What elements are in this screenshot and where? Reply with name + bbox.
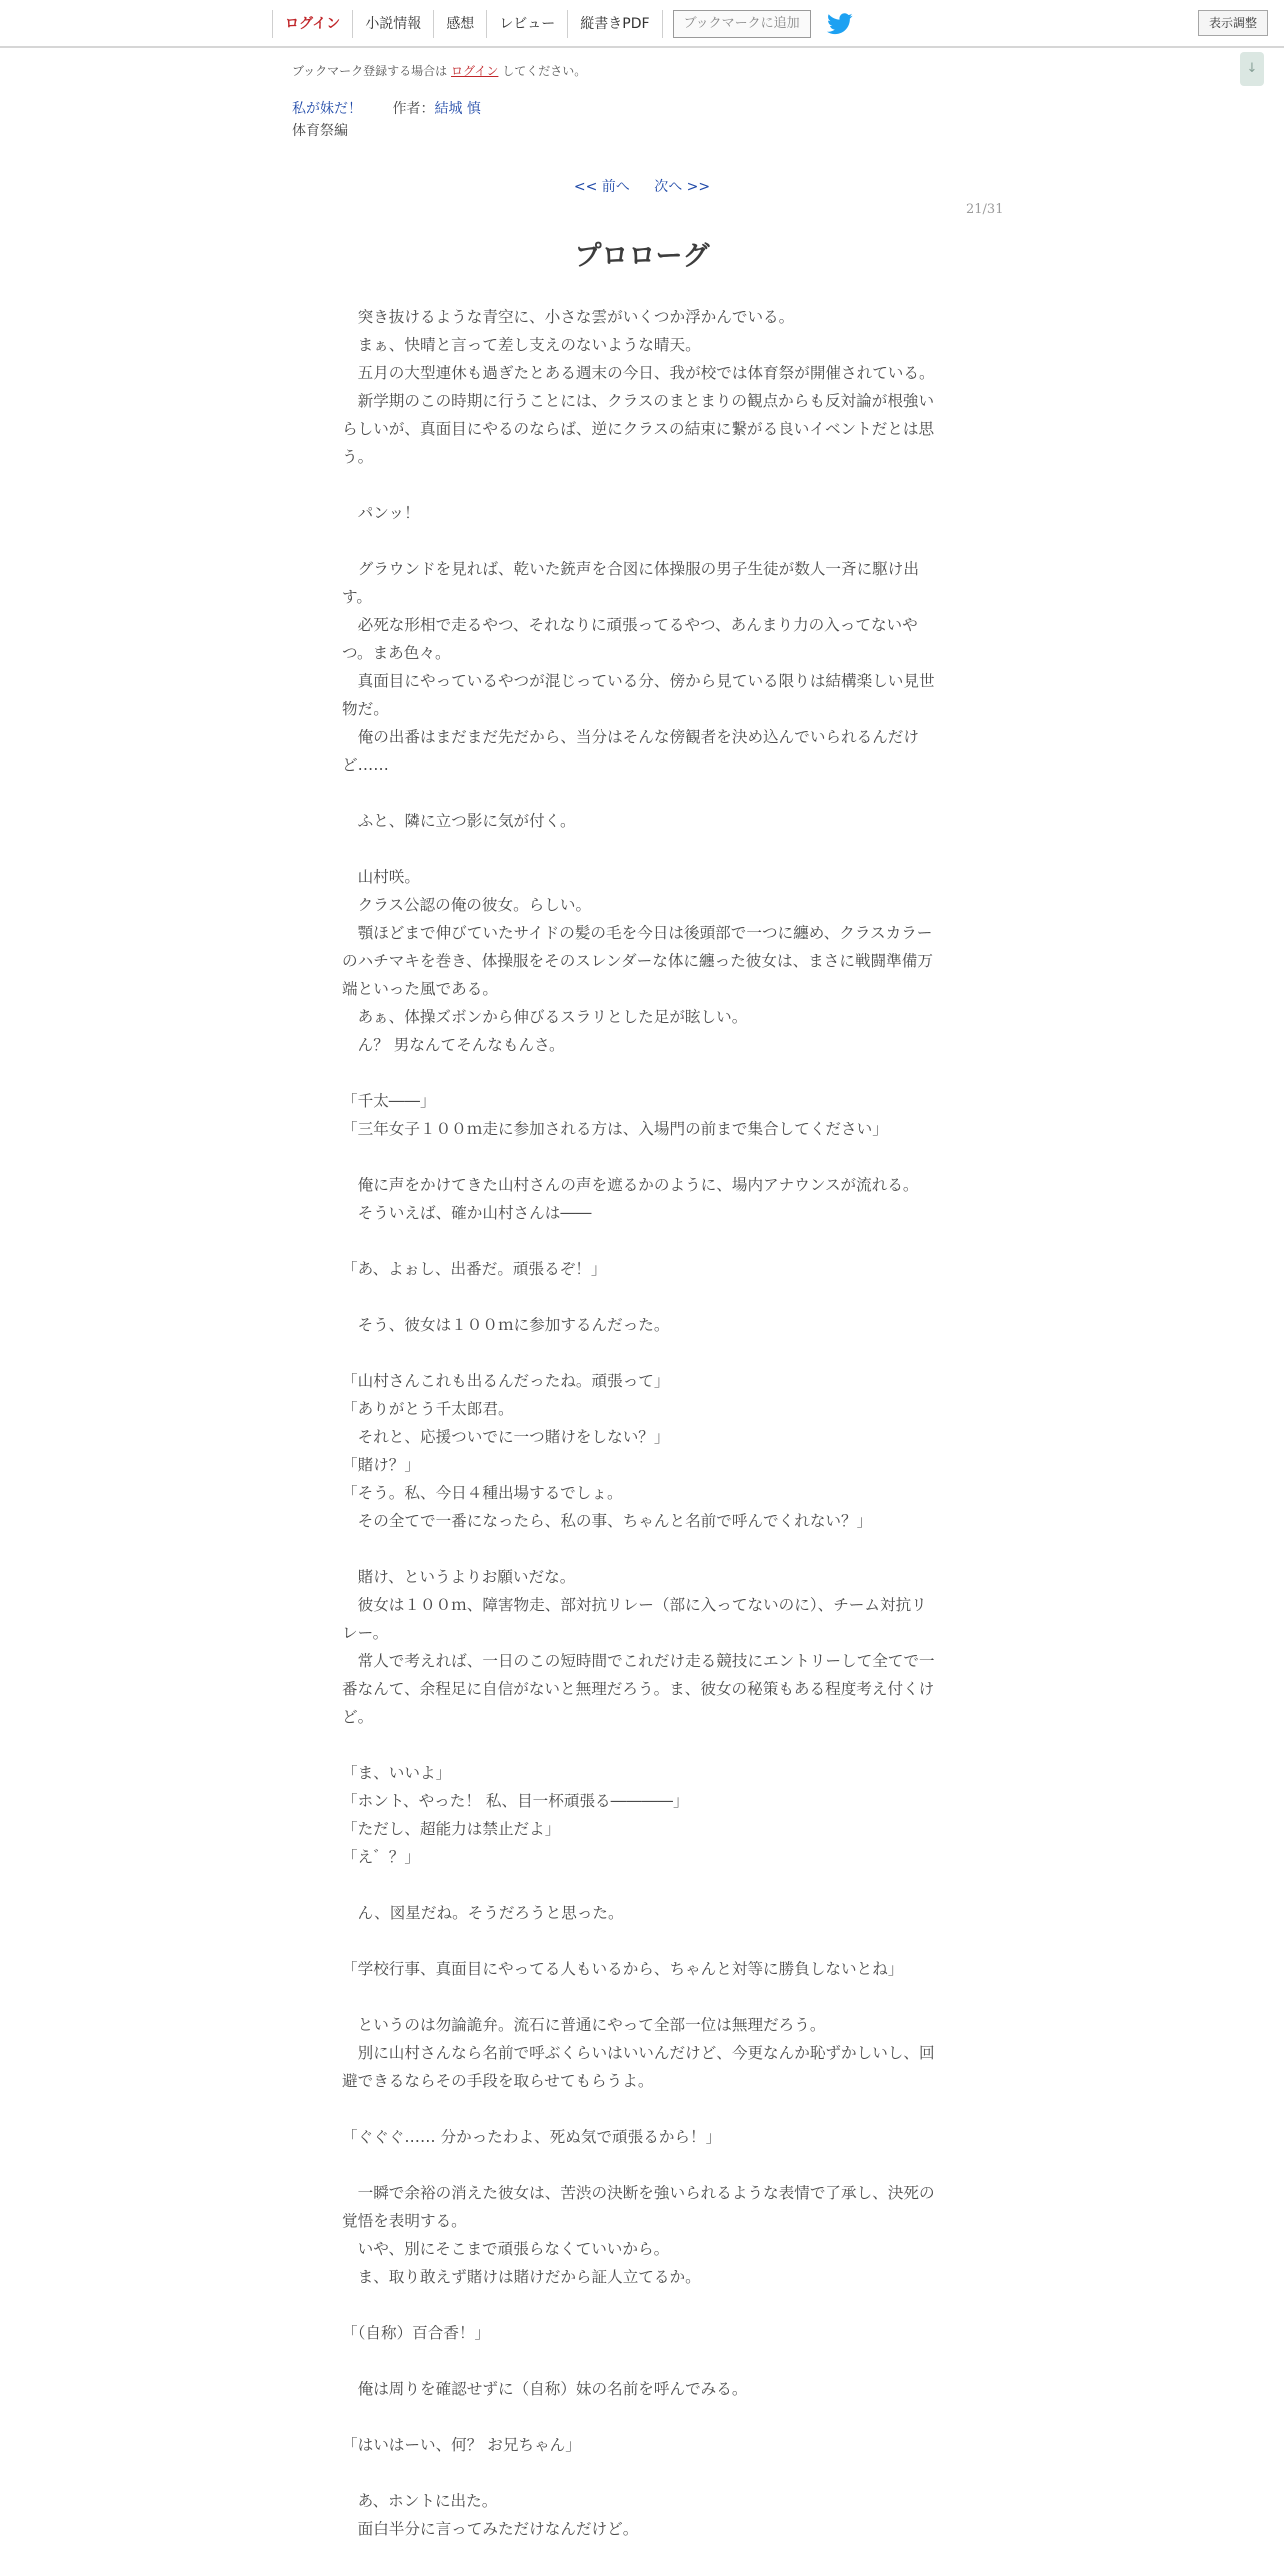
nav-review-link[interactable]: レビュー: [486, 10, 567, 38]
nav-novel-info-link[interactable]: 小説情報: [352, 10, 433, 38]
main-nav: [272, 10, 853, 38]
novel-paragraph: 俺は周りを確認せずに（自称）妹の名前を呼んでみる。: [342, 2380, 748, 2398]
novel-paragraph: 俺に声をかけてきた山村さんの声を遮るかのように、場内アナウンスが流れる。: [342, 1176, 919, 1194]
novel-paragraph: ふと、隣に立つ影に気が付く。: [342, 812, 576, 830]
notice-text-after: してください。: [502, 64, 587, 78]
novel-paragraph: その全てで一番になったら、私の事、ちゃんと名前で呼んでくれない？」: [342, 1512, 873, 1530]
novel-paragraph: 「学校行事、真面目にやってる人もいるから、ちゃんと対等に勝負しないとね」: [342, 1960, 904, 1978]
nav-vertical-pdf-link[interactable]: 縦書きPDF: [567, 10, 662, 38]
novel-paragraph: 「三年女子１００ｍ走に参加される方は、入場門の前まで集合してください」: [342, 1120, 888, 1138]
novel-paragraph: クラス公認の俺の彼女。らしい。: [342, 896, 592, 914]
novel-paragraph: そういえば、確か山村さんは――: [342, 1204, 592, 1222]
novel-paragraph: というのは勿論詭弁。流石に普通にやって全部一位は無理だろう。: [342, 2016, 826, 2034]
novel-meta: [292, 98, 481, 118]
blank-line: [342, 1983, 940, 2011]
blank-line: [342, 1059, 940, 1087]
blank-line: [342, 2151, 940, 2179]
nav-impressions-link[interactable]: 感想: [433, 10, 486, 38]
novel-paragraph: 真面目にやっているやつが混じっている分、傍から見ている限りは結構楽しい見世物だ。: [342, 672, 935, 718]
blank-line: [342, 779, 940, 807]
novel-paragraph: あ、ホントに出た。: [342, 2492, 498, 2510]
top-navigation-bar: [0, 0, 1284, 48]
blank-line: [342, 835, 940, 863]
novel-paragraph: 「山村さんこれも出るんだったね。頑張って」: [342, 1372, 670, 1390]
episode-number: 21/31: [966, 202, 1004, 217]
novel-paragraph: まぁ、快晴と言って差し支えのないような晴天。: [342, 336, 701, 354]
novel-paragraph: 「あ、よぉし、出番だ。頑張るぞ！」: [342, 1260, 607, 1278]
novel-paragraph: 「ありがとう千太郎君。: [342, 1400, 514, 1418]
next-episode-link[interactable]: 次へ >>: [654, 179, 711, 195]
blank-line: [342, 2095, 940, 2123]
novel-paragraph: 「賭け？」: [342, 1456, 420, 1474]
novel-paragraph: 顎ほどまで伸びていたサイドの髪の毛を今日は後頭部で一つに纏め、クラスカラーのハチマキを巻き、体操服をそのスレンダーな体に纏った彼女は、まさに戦闘準備万端といった風である。: [342, 924, 933, 998]
blank-line: [342, 1143, 940, 1171]
blank-line: [342, 1283, 940, 1311]
notice-text-before: ブックマーク登録する場合は: [292, 64, 448, 78]
bookmark-login-notice: [292, 62, 586, 79]
novel-paragraph: いや、別にそこまで頑張らなくていいから。: [342, 2240, 670, 2258]
author-label: 作者：: [392, 101, 435, 117]
twitter-icon[interactable]: [827, 13, 853, 35]
novel-paragraph: ん？ 男なんてそんなもんさ。: [342, 1036, 565, 1054]
chapter-title: プロローグ: [574, 241, 710, 272]
novel-body: [342, 303, 940, 2543]
nav-login-link[interactable]: ログイン: [272, 10, 352, 38]
blank-line: [342, 471, 940, 499]
novel-paragraph: 「ま、いいよ」: [342, 1764, 452, 1782]
blank-line: [342, 1871, 940, 1899]
novel-paragraph: 「（自称）百合香！」: [342, 2324, 491, 2342]
author-link[interactable]: 結城 慎: [434, 101, 481, 117]
novel-paragraph: 「千太――」: [342, 1092, 436, 1110]
novel-paragraph: 別に山村さんなら名前で呼ぶくらいはいいんだけど、今更なんか恥ずかしいし、回避できるならその手段を取らせてもらうよ。: [342, 2044, 935, 2090]
blank-line: [342, 2347, 940, 2375]
prev-episode-link[interactable]: << 前へ: [573, 179, 630, 195]
blank-line: [342, 2403, 940, 2431]
novel-paragraph: 突き抜けるような青空に、小さな雲がいくつか浮かんでいる。: [342, 308, 795, 326]
scroll-down-tab[interactable]: ↓: [1240, 52, 1264, 86]
blank-line: [342, 527, 940, 555]
novel-paragraph: 賭け、というよりお願いだな。: [342, 1568, 576, 1586]
novel-paragraph: 「ただし、超能力は禁止だよ」: [342, 1820, 561, 1838]
novel-paragraph: 「ホント、やった！ 私、目一杯頑張る――――」: [342, 1792, 689, 1810]
arc-title: 体育祭編: [292, 123, 348, 139]
blank-line: [342, 1535, 940, 1563]
blank-line: [342, 2459, 940, 2487]
novel-paragraph: 「ぐぐぐ…… 分かったわよ、死ぬ気で頑張るから！」: [342, 2128, 722, 2146]
novel-paragraph: ま、取り敢えず賭けは賭けだから証人立てるか。: [342, 2268, 701, 2286]
novel-paragraph: 山村咲。: [342, 868, 420, 886]
episode-pager: [0, 176, 1284, 196]
novel-paragraph: あぁ、体操ズボンから伸びるスラリとした足が眩しい。: [342, 1008, 748, 1026]
display-settings-button[interactable]: 表示調整: [1198, 10, 1268, 36]
blank-line: [342, 2291, 940, 2319]
novel-paragraph: グラウンドを見れば、乾いた銃声を合図に体操服の男子生徒が数人一斉に駆け出す。: [342, 560, 919, 606]
novel-paragraph: 常人で考えれば、一日のこの短時間でこれだけ走る競技にエントリーして全てで一番なんて、余程足に自信がないと無理だろう。ま、彼女の秘策もある程度考え付くけど。: [342, 1652, 935, 1726]
novel-paragraph: それと、応援ついでに一つ賭けをしない？」: [342, 1428, 670, 1446]
novel-paragraph: 面白半分に言ってみただけなんだけど。: [342, 2520, 639, 2538]
add-bookmark-button[interactable]: ブックマークに追加: [673, 10, 811, 38]
novel-paragraph: パンッ！: [342, 504, 420, 522]
blank-line: [342, 1227, 940, 1255]
blank-line: [342, 1731, 940, 1759]
novel-paragraph: 新学期のこの時期に行うことには、クラスのまとまりの観点からも反対論が根強いらしいが、真面目にやるのならば、逆にクラスの結束に繋がる良いイベントだとは思う。: [342, 392, 935, 466]
novel-paragraph: 必死な形相で走るやつ、それなりに頑張ってるやつ、あんまり力の入ってないやつ。まあ色々。: [342, 616, 918, 662]
novel-title-link[interactable]: 私が妹だ！: [292, 101, 362, 117]
novel-paragraph: 「え゛？」: [342, 1848, 420, 1866]
novel-paragraph: 彼女は１００ｍ、障害物走、部対抗リレー（部に入ってないのに）、チーム対抗リレー。: [342, 1596, 927, 1642]
novel-paragraph: 五月の大型連休も過ぎたとある週末の今日、我が校では体育祭が開催されている。: [342, 364, 935, 382]
novel-paragraph: そう、彼女は１００ｍに参加するんだった。: [342, 1316, 670, 1334]
novel-paragraph: 「そう。私、今日４種出場するでしょ。: [342, 1484, 623, 1502]
novel-paragraph: 一瞬で余裕の消えた彼女は、苦渋の決断を強いられるような表情で了承し、決死の覚悟を表明する。: [342, 2184, 935, 2230]
notice-login-link[interactable]: ログイン: [451, 64, 499, 78]
novel-paragraph: 俺の出番はまだまだ先だから、当分はそんな傍観者を決め込んでいられるんだけど……: [342, 728, 919, 774]
novel-paragraph: 「はいはーい、何？ お兄ちゃん」: [342, 2436, 581, 2454]
novel-paragraph: ん、図星だね。そうだろうと思った。: [342, 1904, 624, 1922]
blank-line: [342, 1339, 940, 1367]
blank-line: [342, 1927, 940, 1955]
